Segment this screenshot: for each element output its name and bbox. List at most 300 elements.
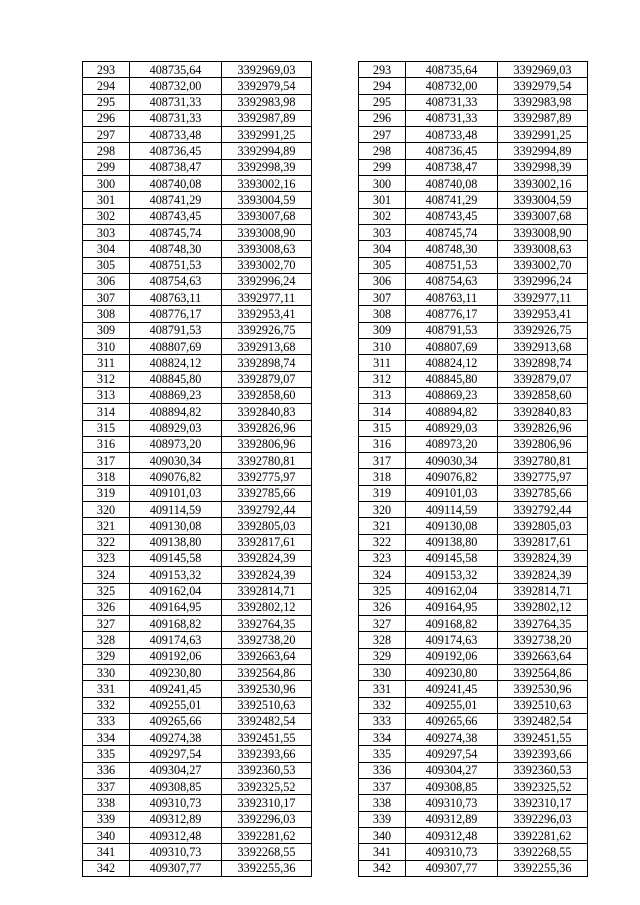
x-coordinate-cell: 409265,66	[130, 713, 222, 729]
table-row	[83, 127, 312, 143]
point-number-cell: 329	[83, 648, 130, 664]
table-row	[83, 567, 312, 583]
point-number-cell: 318	[359, 469, 406, 485]
point-number-cell: 297	[83, 127, 130, 143]
x-coordinate-cell: 408776,17	[406, 306, 498, 322]
y-coordinate-cell: 3392913,68	[498, 339, 588, 355]
table-row	[359, 306, 588, 322]
table-row	[359, 290, 588, 306]
point-number-cell: 295	[359, 94, 406, 110]
point-number-cell: 335	[359, 746, 406, 762]
coordinates-table-right-body	[359, 62, 588, 877]
y-coordinate-cell: 3392806,96	[222, 436, 312, 452]
x-coordinate-cell: 408748,30	[130, 241, 222, 257]
point-number-cell: 316	[359, 436, 406, 452]
point-number-cell: 293	[359, 62, 406, 78]
table-row	[83, 779, 312, 795]
y-coordinate-cell: 3392281,62	[222, 827, 312, 843]
y-coordinate-cell: 3392953,41	[222, 306, 312, 322]
point-number-cell: 333	[83, 713, 130, 729]
table-row	[359, 404, 588, 420]
point-number-cell: 310	[83, 339, 130, 355]
x-coordinate-cell: 408776,17	[130, 306, 222, 322]
x-coordinate-cell: 408751,53	[406, 257, 498, 273]
table-row	[359, 534, 588, 550]
table-row	[359, 273, 588, 289]
x-coordinate-cell: 409241,45	[130, 681, 222, 697]
y-coordinate-cell: 3392858,60	[222, 387, 312, 403]
table-row	[83, 632, 312, 648]
point-number-cell: 332	[359, 697, 406, 713]
y-coordinate-cell: 3393008,63	[222, 241, 312, 257]
table-row	[83, 241, 312, 257]
x-coordinate-cell: 408807,69	[406, 339, 498, 355]
table-row	[83, 795, 312, 811]
y-coordinate-cell: 3392482,54	[222, 713, 312, 729]
point-number-cell: 330	[359, 664, 406, 680]
table-row	[359, 192, 588, 208]
y-coordinate-cell: 3392858,60	[498, 387, 588, 403]
table-row	[359, 697, 588, 713]
y-coordinate-cell: 3392775,97	[222, 469, 312, 485]
y-coordinate-cell: 3392802,12	[498, 599, 588, 615]
point-number-cell: 301	[359, 192, 406, 208]
y-coordinate-cell: 3393004,59	[222, 192, 312, 208]
x-coordinate-cell: 408894,82	[130, 404, 222, 420]
table-row	[83, 371, 312, 387]
x-coordinate-cell: 409312,89	[130, 811, 222, 827]
x-coordinate-cell: 408754,63	[406, 273, 498, 289]
x-coordinate-cell: 409114,59	[406, 502, 498, 518]
y-coordinate-cell: 3392564,86	[498, 664, 588, 680]
y-coordinate-cell: 3392281,62	[498, 827, 588, 843]
point-number-cell: 337	[359, 779, 406, 795]
x-coordinate-cell: 409310,73	[130, 844, 222, 860]
y-coordinate-cell: 3392564,86	[222, 664, 312, 680]
point-number-cell: 298	[83, 143, 130, 159]
y-coordinate-cell: 3392996,24	[498, 273, 588, 289]
point-number-cell: 329	[359, 648, 406, 664]
point-number-cell: 294	[83, 78, 130, 94]
y-coordinate-cell: 3393002,70	[498, 257, 588, 273]
x-coordinate-cell: 408731,33	[130, 94, 222, 110]
x-coordinate-cell: 409164,95	[406, 599, 498, 615]
table-row	[359, 681, 588, 697]
y-coordinate-cell: 3392764,35	[222, 616, 312, 632]
table-row	[359, 860, 588, 876]
x-coordinate-cell: 409192,06	[406, 648, 498, 664]
x-coordinate-cell: 408745,74	[406, 224, 498, 240]
y-coordinate-cell: 3392987,89	[222, 110, 312, 126]
table-row	[359, 159, 588, 175]
table-row	[83, 208, 312, 224]
coordinates-table-right	[358, 61, 588, 877]
y-coordinate-cell: 3392898,74	[498, 355, 588, 371]
x-coordinate-cell: 409076,82	[130, 469, 222, 485]
x-coordinate-cell: 409130,08	[130, 518, 222, 534]
point-number-cell: 306	[83, 273, 130, 289]
y-coordinate-cell: 3392898,74	[222, 355, 312, 371]
point-number-cell: 296	[83, 110, 130, 126]
y-coordinate-cell: 3392325,52	[222, 779, 312, 795]
x-coordinate-cell: 408824,12	[130, 355, 222, 371]
x-coordinate-cell: 409174,63	[130, 632, 222, 648]
y-coordinate-cell: 3392979,54	[498, 78, 588, 94]
point-number-cell: 311	[359, 355, 406, 371]
x-coordinate-cell: 409312,48	[406, 827, 498, 843]
point-number-cell: 321	[359, 518, 406, 534]
point-number-cell: 339	[83, 811, 130, 827]
point-number-cell: 305	[83, 257, 130, 273]
point-number-cell: 327	[83, 616, 130, 632]
table-row	[359, 518, 588, 534]
x-coordinate-cell: 409192,06	[130, 648, 222, 664]
x-coordinate-cell: 408740,08	[130, 176, 222, 192]
table-row	[83, 616, 312, 632]
point-number-cell: 321	[83, 518, 130, 534]
y-coordinate-cell: 3392806,96	[498, 436, 588, 452]
point-number-cell: 319	[83, 485, 130, 501]
x-coordinate-cell: 408791,53	[130, 322, 222, 338]
point-number-cell: 310	[359, 339, 406, 355]
y-coordinate-cell: 3392979,54	[222, 78, 312, 94]
table-row	[359, 208, 588, 224]
x-coordinate-cell: 409274,38	[130, 730, 222, 746]
x-coordinate-cell: 409310,73	[406, 795, 498, 811]
point-number-cell: 325	[83, 583, 130, 599]
point-number-cell: 300	[83, 176, 130, 192]
x-coordinate-cell: 409297,54	[406, 746, 498, 762]
x-coordinate-cell: 408845,80	[406, 371, 498, 387]
point-number-cell: 327	[359, 616, 406, 632]
x-coordinate-cell: 409255,01	[406, 697, 498, 713]
x-coordinate-cell: 409312,48	[130, 827, 222, 843]
table-row	[83, 94, 312, 110]
x-coordinate-cell: 409297,54	[130, 746, 222, 762]
point-number-cell: 342	[83, 860, 130, 876]
y-coordinate-cell: 3392817,61	[222, 534, 312, 550]
x-coordinate-cell: 408763,11	[406, 290, 498, 306]
y-coordinate-cell: 3392393,66	[222, 746, 312, 762]
x-coordinate-cell: 408845,80	[130, 371, 222, 387]
point-number-cell: 338	[359, 795, 406, 811]
table-row	[359, 339, 588, 355]
x-coordinate-cell: 409174,63	[406, 632, 498, 648]
x-coordinate-cell: 408732,00	[130, 78, 222, 94]
x-coordinate-cell: 408754,63	[130, 273, 222, 289]
y-coordinate-cell: 3392268,55	[498, 844, 588, 860]
x-coordinate-cell: 408735,64	[406, 62, 498, 78]
table-row	[83, 485, 312, 501]
point-number-cell: 324	[83, 567, 130, 583]
x-coordinate-cell: 408973,20	[406, 436, 498, 452]
point-number-cell: 340	[83, 827, 130, 843]
y-coordinate-cell: 3392879,07	[222, 371, 312, 387]
x-coordinate-cell: 408738,47	[130, 159, 222, 175]
table-row	[83, 339, 312, 355]
y-coordinate-cell: 3392994,89	[222, 143, 312, 159]
table-row	[83, 713, 312, 729]
table-row	[359, 143, 588, 159]
table-row	[83, 550, 312, 566]
point-number-cell: 316	[83, 436, 130, 452]
y-coordinate-cell: 3392805,03	[222, 518, 312, 534]
point-number-cell: 300	[359, 176, 406, 192]
x-coordinate-cell: 408735,64	[130, 62, 222, 78]
y-coordinate-cell: 3392780,81	[498, 453, 588, 469]
x-coordinate-cell: 409030,34	[406, 453, 498, 469]
x-coordinate-cell: 409241,45	[406, 681, 498, 697]
point-number-cell: 334	[83, 730, 130, 746]
y-coordinate-cell: 3392785,66	[222, 485, 312, 501]
table-row	[359, 420, 588, 436]
x-coordinate-cell: 408973,20	[130, 436, 222, 452]
point-number-cell: 319	[359, 485, 406, 501]
point-number-cell: 304	[359, 241, 406, 257]
y-coordinate-cell: 3392998,39	[498, 159, 588, 175]
point-number-cell: 322	[83, 534, 130, 550]
x-coordinate-cell: 409304,27	[130, 762, 222, 778]
y-coordinate-cell: 3392998,39	[222, 159, 312, 175]
table-row	[83, 224, 312, 240]
point-number-cell: 297	[359, 127, 406, 143]
table-row	[359, 387, 588, 403]
y-coordinate-cell: 3392987,89	[498, 110, 588, 126]
point-number-cell: 341	[83, 844, 130, 860]
x-coordinate-cell: 409145,58	[406, 550, 498, 566]
point-number-cell: 303	[83, 224, 130, 240]
y-coordinate-cell: 3392780,81	[222, 453, 312, 469]
table-row	[83, 306, 312, 322]
y-coordinate-cell: 3392817,61	[498, 534, 588, 550]
table-row	[83, 664, 312, 680]
y-coordinate-cell: 3392953,41	[498, 306, 588, 322]
point-number-cell: 299	[359, 159, 406, 175]
x-coordinate-cell: 409312,89	[406, 811, 498, 827]
table-row	[83, 518, 312, 534]
table-row	[83, 110, 312, 126]
y-coordinate-cell: 3392310,17	[222, 795, 312, 811]
point-number-cell: 302	[83, 208, 130, 224]
table-row	[83, 746, 312, 762]
table-row	[83, 159, 312, 175]
point-number-cell: 338	[83, 795, 130, 811]
point-number-cell: 340	[359, 827, 406, 843]
y-coordinate-cell: 3392663,64	[498, 648, 588, 664]
table-row	[359, 241, 588, 257]
point-number-cell: 307	[359, 290, 406, 306]
point-number-cell: 328	[359, 632, 406, 648]
y-coordinate-cell: 3392983,98	[498, 94, 588, 110]
point-number-cell: 298	[359, 143, 406, 159]
table-row	[359, 176, 588, 192]
table-row	[83, 436, 312, 452]
x-coordinate-cell: 409114,59	[130, 502, 222, 518]
point-number-cell: 331	[83, 681, 130, 697]
y-coordinate-cell: 3392824,39	[222, 550, 312, 566]
y-coordinate-cell: 3392879,07	[498, 371, 588, 387]
x-coordinate-cell: 409153,32	[130, 567, 222, 583]
point-number-cell: 334	[359, 730, 406, 746]
table-row	[359, 62, 588, 78]
point-number-cell: 296	[359, 110, 406, 126]
x-coordinate-cell: 408807,69	[130, 339, 222, 355]
y-coordinate-cell: 3392826,96	[498, 420, 588, 436]
y-coordinate-cell: 3393004,59	[498, 192, 588, 208]
y-coordinate-cell: 3392663,64	[222, 648, 312, 664]
y-coordinate-cell: 3392738,20	[498, 632, 588, 648]
x-coordinate-cell: 408733,48	[406, 127, 498, 143]
x-coordinate-cell: 408738,47	[406, 159, 498, 175]
point-number-cell: 325	[359, 583, 406, 599]
x-coordinate-cell: 408743,45	[406, 208, 498, 224]
y-coordinate-cell: 3393008,90	[498, 224, 588, 240]
y-coordinate-cell: 3392814,71	[498, 583, 588, 599]
table-row	[83, 404, 312, 420]
y-coordinate-cell: 3392255,36	[498, 860, 588, 876]
point-number-cell: 308	[83, 306, 130, 322]
y-coordinate-cell: 3393008,90	[222, 224, 312, 240]
x-coordinate-cell: 409307,77	[406, 860, 498, 876]
point-number-cell: 314	[359, 404, 406, 420]
point-number-cell: 318	[83, 469, 130, 485]
y-coordinate-cell: 3392510,63	[498, 697, 588, 713]
y-coordinate-cell: 3392991,25	[222, 127, 312, 143]
point-number-cell: 295	[83, 94, 130, 110]
table-row	[83, 534, 312, 550]
y-coordinate-cell: 3392785,66	[498, 485, 588, 501]
y-coordinate-cell: 3392824,39	[498, 567, 588, 583]
x-coordinate-cell: 409101,03	[406, 485, 498, 501]
y-coordinate-cell: 3392814,71	[222, 583, 312, 599]
table-row	[83, 811, 312, 827]
point-number-cell: 336	[83, 762, 130, 778]
point-number-cell: 304	[83, 241, 130, 257]
table-row	[359, 355, 588, 371]
y-coordinate-cell: 3392996,24	[222, 273, 312, 289]
y-coordinate-cell: 3392983,98	[222, 94, 312, 110]
x-coordinate-cell: 409162,04	[130, 583, 222, 599]
y-coordinate-cell: 3392826,96	[222, 420, 312, 436]
point-number-cell: 303	[359, 224, 406, 240]
y-coordinate-cell: 3392802,12	[222, 599, 312, 615]
y-coordinate-cell: 3392482,54	[498, 713, 588, 729]
point-number-cell: 336	[359, 762, 406, 778]
table-row	[359, 616, 588, 632]
point-number-cell: 312	[83, 371, 130, 387]
x-coordinate-cell: 408731,33	[130, 110, 222, 126]
table-row	[83, 648, 312, 664]
table-row	[359, 94, 588, 110]
x-coordinate-cell: 408824,12	[406, 355, 498, 371]
point-number-cell: 326	[83, 599, 130, 615]
table-row	[83, 78, 312, 94]
x-coordinate-cell: 409168,82	[130, 616, 222, 632]
y-coordinate-cell: 3392991,25	[498, 127, 588, 143]
y-coordinate-cell: 3392738,20	[222, 632, 312, 648]
table-row	[359, 730, 588, 746]
x-coordinate-cell: 409307,77	[130, 860, 222, 876]
y-coordinate-cell: 3392310,17	[498, 795, 588, 811]
table-row	[83, 827, 312, 843]
point-number-cell: 313	[83, 387, 130, 403]
table-row	[359, 795, 588, 811]
x-coordinate-cell: 408741,29	[406, 192, 498, 208]
table-row	[359, 779, 588, 795]
point-number-cell: 308	[359, 306, 406, 322]
point-number-cell: 302	[359, 208, 406, 224]
x-coordinate-cell: 408869,23	[130, 387, 222, 403]
y-coordinate-cell: 3392840,83	[222, 404, 312, 420]
x-coordinate-cell: 409310,73	[130, 795, 222, 811]
point-number-cell: 322	[359, 534, 406, 550]
point-number-cell: 312	[359, 371, 406, 387]
point-number-cell: 324	[359, 567, 406, 583]
y-coordinate-cell: 3392360,53	[498, 762, 588, 778]
x-coordinate-cell: 409168,82	[406, 616, 498, 632]
table-row	[359, 632, 588, 648]
y-coordinate-cell: 3392969,03	[222, 62, 312, 78]
x-coordinate-cell: 408791,53	[406, 322, 498, 338]
table-row	[83, 583, 312, 599]
point-number-cell: 320	[359, 502, 406, 518]
table-row	[359, 550, 588, 566]
point-number-cell: 294	[359, 78, 406, 94]
table-row	[83, 844, 312, 860]
point-number-cell: 305	[359, 257, 406, 273]
point-number-cell: 341	[359, 844, 406, 860]
y-coordinate-cell: 3392268,55	[222, 844, 312, 860]
point-number-cell: 315	[83, 420, 130, 436]
table-row	[359, 371, 588, 387]
table-row	[359, 110, 588, 126]
table-row	[83, 469, 312, 485]
point-number-cell: 314	[83, 404, 130, 420]
y-coordinate-cell: 3392926,75	[222, 322, 312, 338]
y-coordinate-cell: 3392775,97	[498, 469, 588, 485]
coordinates-table-left-body	[83, 62, 312, 877]
y-coordinate-cell: 3392451,55	[222, 730, 312, 746]
y-coordinate-cell: 3392296,03	[498, 811, 588, 827]
y-coordinate-cell: 3392296,03	[222, 811, 312, 827]
x-coordinate-cell: 409310,73	[406, 844, 498, 860]
x-coordinate-cell: 408731,33	[406, 94, 498, 110]
x-coordinate-cell: 409162,04	[406, 583, 498, 599]
table-row	[83, 453, 312, 469]
x-coordinate-cell: 409265,66	[406, 713, 498, 729]
point-number-cell: 320	[83, 502, 130, 518]
table-row	[359, 827, 588, 843]
point-number-cell: 333	[359, 713, 406, 729]
x-coordinate-cell: 409076,82	[406, 469, 498, 485]
point-number-cell: 309	[359, 322, 406, 338]
table-row	[359, 844, 588, 860]
x-coordinate-cell: 409145,58	[130, 550, 222, 566]
y-coordinate-cell: 3392325,52	[498, 779, 588, 795]
table-row	[359, 78, 588, 94]
table-row	[359, 583, 588, 599]
y-coordinate-cell: 3393002,16	[222, 176, 312, 192]
y-coordinate-cell: 3392530,96	[498, 681, 588, 697]
x-coordinate-cell: 408732,00	[406, 78, 498, 94]
table-row	[359, 762, 588, 778]
x-coordinate-cell: 408736,45	[406, 143, 498, 159]
point-number-cell: 311	[83, 355, 130, 371]
point-number-cell: 337	[83, 779, 130, 795]
table-row	[83, 697, 312, 713]
x-coordinate-cell: 408741,29	[130, 192, 222, 208]
table-row	[359, 713, 588, 729]
